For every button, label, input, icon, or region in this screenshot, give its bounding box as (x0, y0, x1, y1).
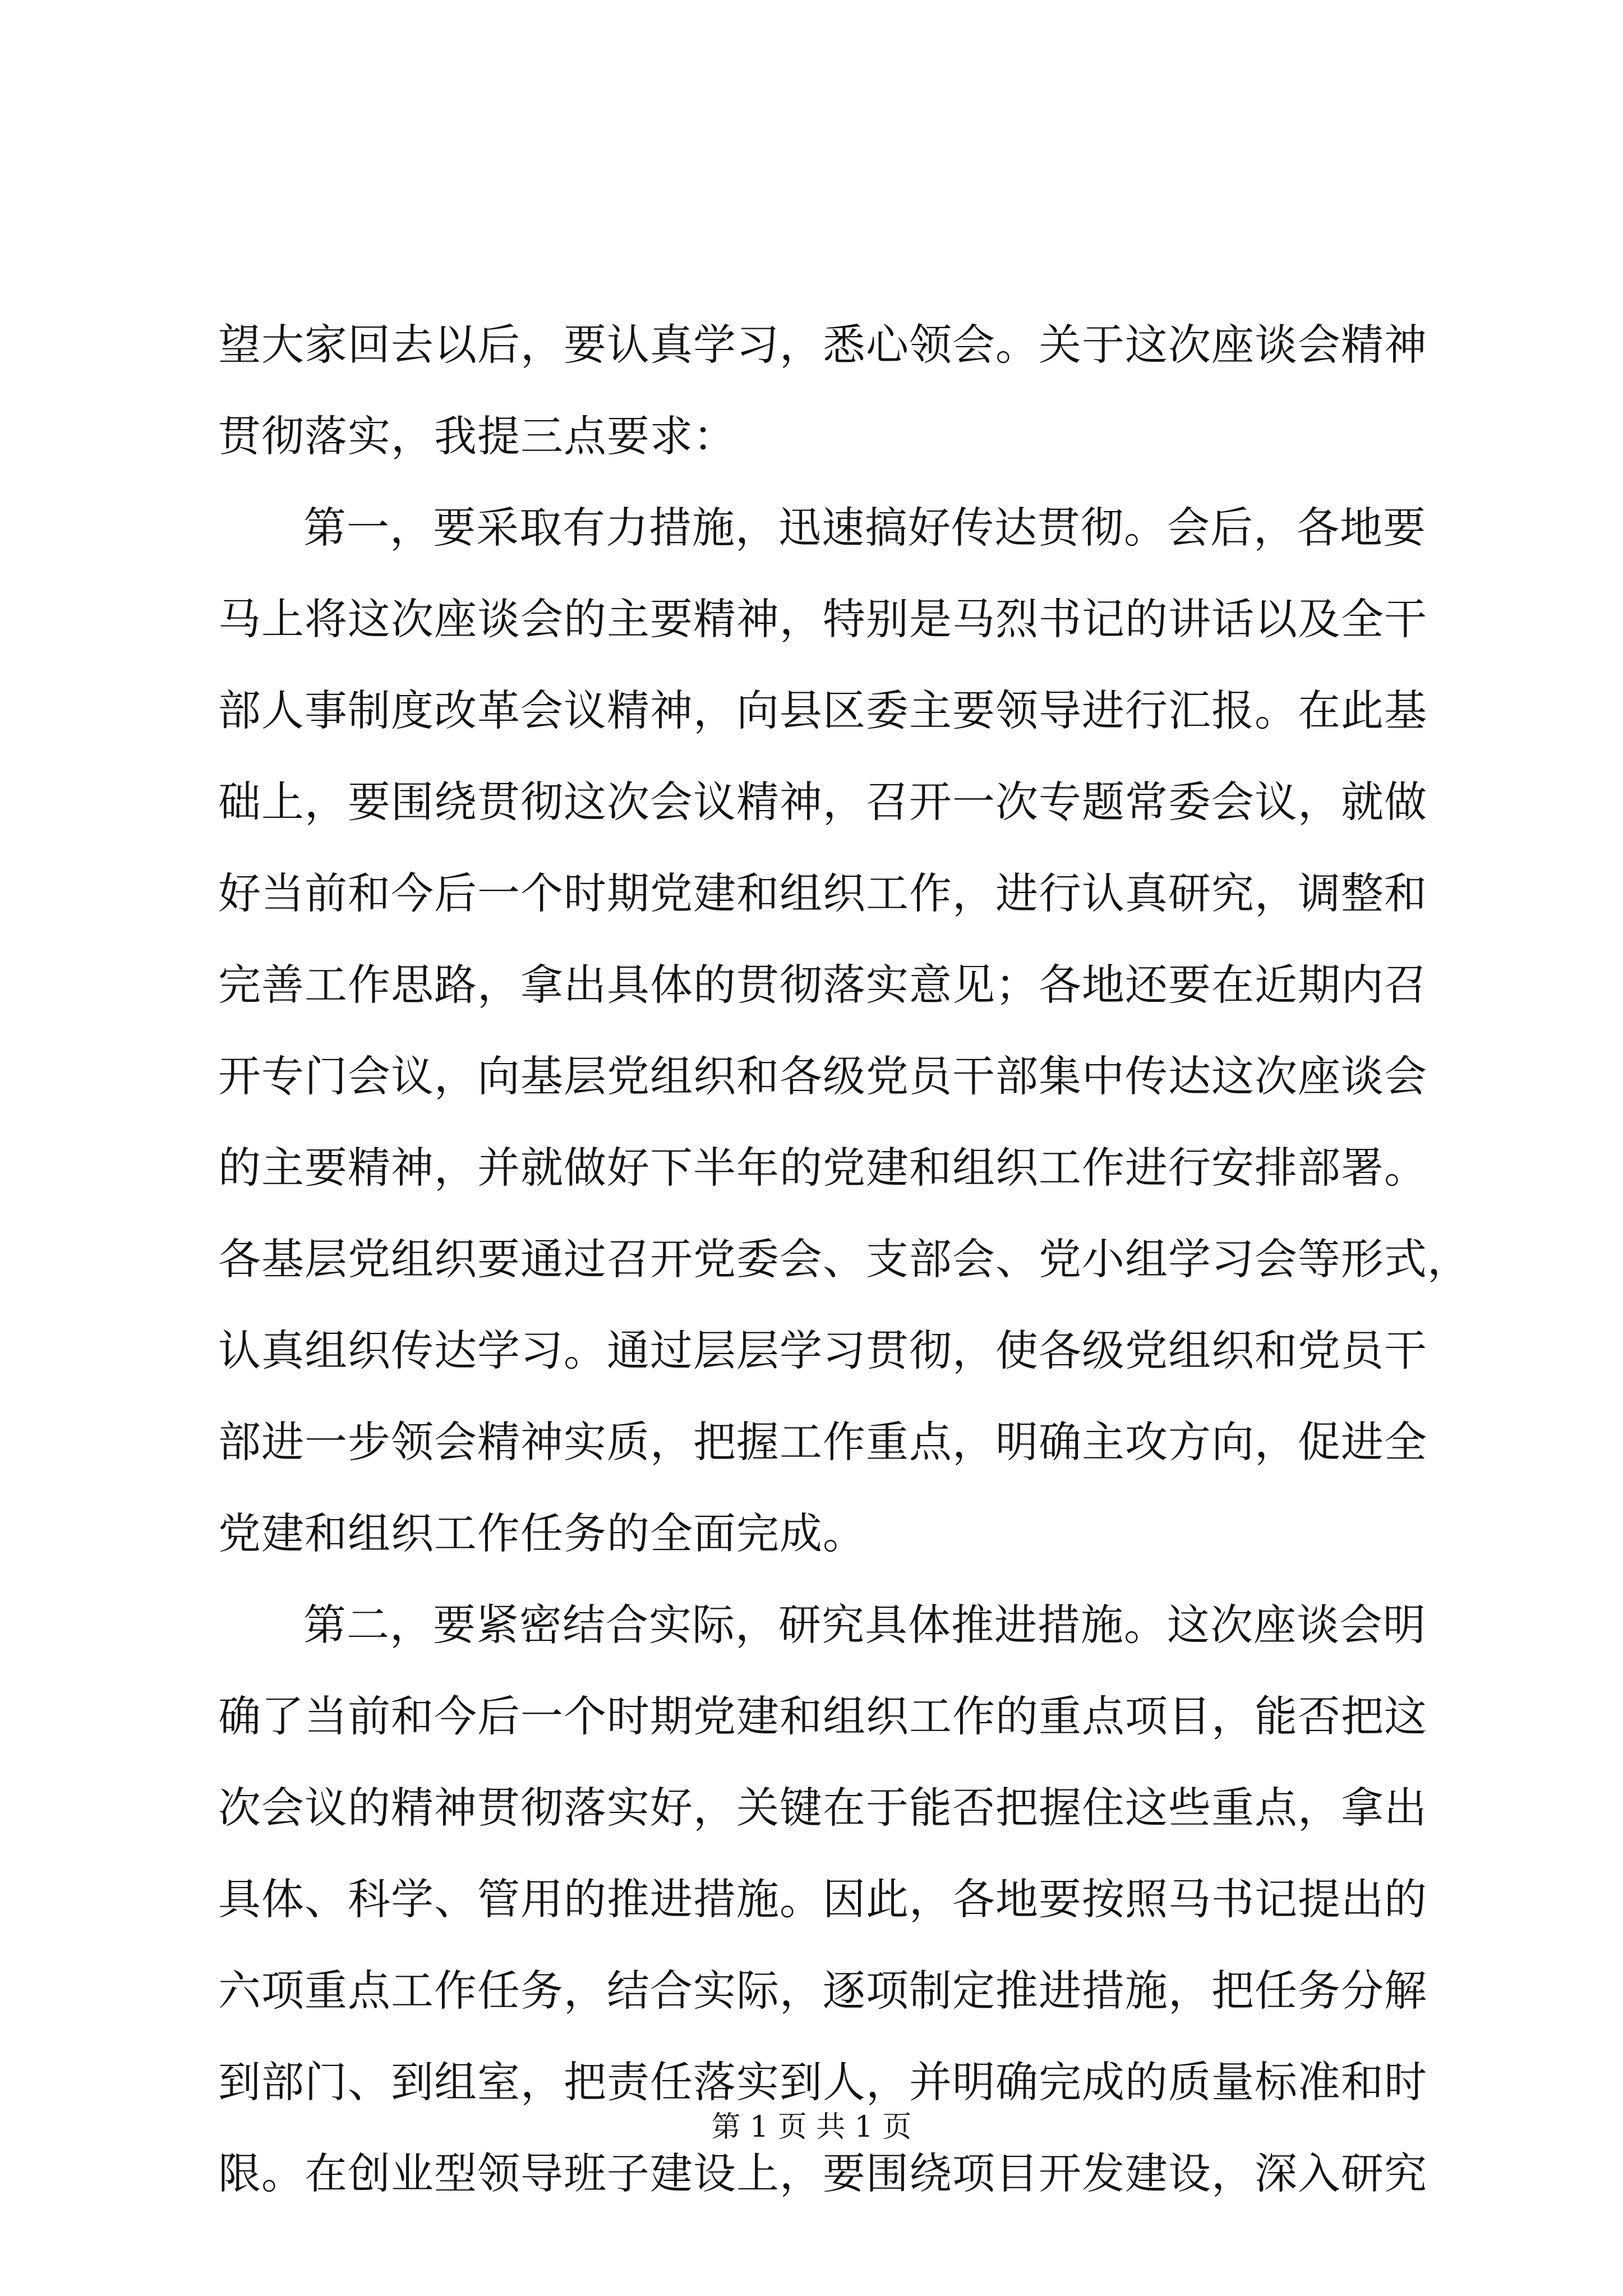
text-line: 各基层党组织要通过召开党委会、支部会、党小组学习会等形式， (218, 1234, 1470, 1284)
text-line: 次会议的精神贯彻落实好，关键在于能否把握住这些重点，拿出 (218, 1783, 1427, 1833)
text-line: 部人事制度改革会议精神，向县区委主要领导进行汇报。在此基 (218, 685, 1427, 735)
paragraph-first-line: 第一，要采取有力措施，迅速搞好传达贯彻。会后，各地要 (303, 503, 1426, 553)
text-line: 好当前和今后一个时期党建和组织工作，进行认真研究，调整和 (218, 868, 1427, 918)
body-text (218, 299, 1470, 2219)
page-footer: 第 1 页 共 1 页 (711, 2110, 912, 2144)
text-line: 部进一步领会精神实质，把握工作重点，明确主攻方向，促进全 (218, 1417, 1427, 1467)
text-line: 限。在创业型领导班子建设上，要围绕项目开发建设，深入研究 (218, 2148, 1427, 2198)
text-line: 确了当前和今后一个时期党建和组织工作的重点项目，能否把这 (218, 1691, 1427, 1741)
text-line: 的主要精神，并就做好下半年的党建和组织工作进行安排部署。 (218, 1143, 1427, 1193)
text-line: 到部门、到组室，把责任落实到人，并明确完成的质量标准和时 (218, 2057, 1427, 2107)
paragraph-first-line: 第二，要紧密结合实际，研究具体推进措施。这次座谈会明 (303, 1600, 1426, 1650)
text-line: 完善工作思路，拿出具体的贯彻落实意见；各地还要在近期内召 (218, 960, 1427, 1010)
text-line: 础上，要围绕贯彻这次会议精神，召开一次专题常委会议，就做 (218, 777, 1427, 827)
text-line: 认真组织传达学习。通过层层学习贯彻，使各级党组织和党员干 (218, 1326, 1427, 1375)
text-line: 望大家回去以后，要认真学习，悉心领会。关于这次座谈会精神 (218, 320, 1427, 370)
text-line: 马上将这次座谈会的主要精神，特别是马烈书记的讲话以及全干 (218, 594, 1427, 644)
text-line: 具体、科学、管用的推进措施。因此，各地要按照马书记提出的 (218, 1874, 1427, 1924)
text-line: 贯彻落实，我提三点要求： (218, 411, 736, 461)
text-line: 开专门会议，向基层党组织和各级党员干部集中传达这次座谈会 (218, 1051, 1427, 1101)
text-line: 党建和组织工作任务的全面完成。 (218, 1508, 866, 1558)
text-line: 六项重点工作任务，结合实际，逐项制定推进措施，把任务分解 (218, 1966, 1427, 2016)
